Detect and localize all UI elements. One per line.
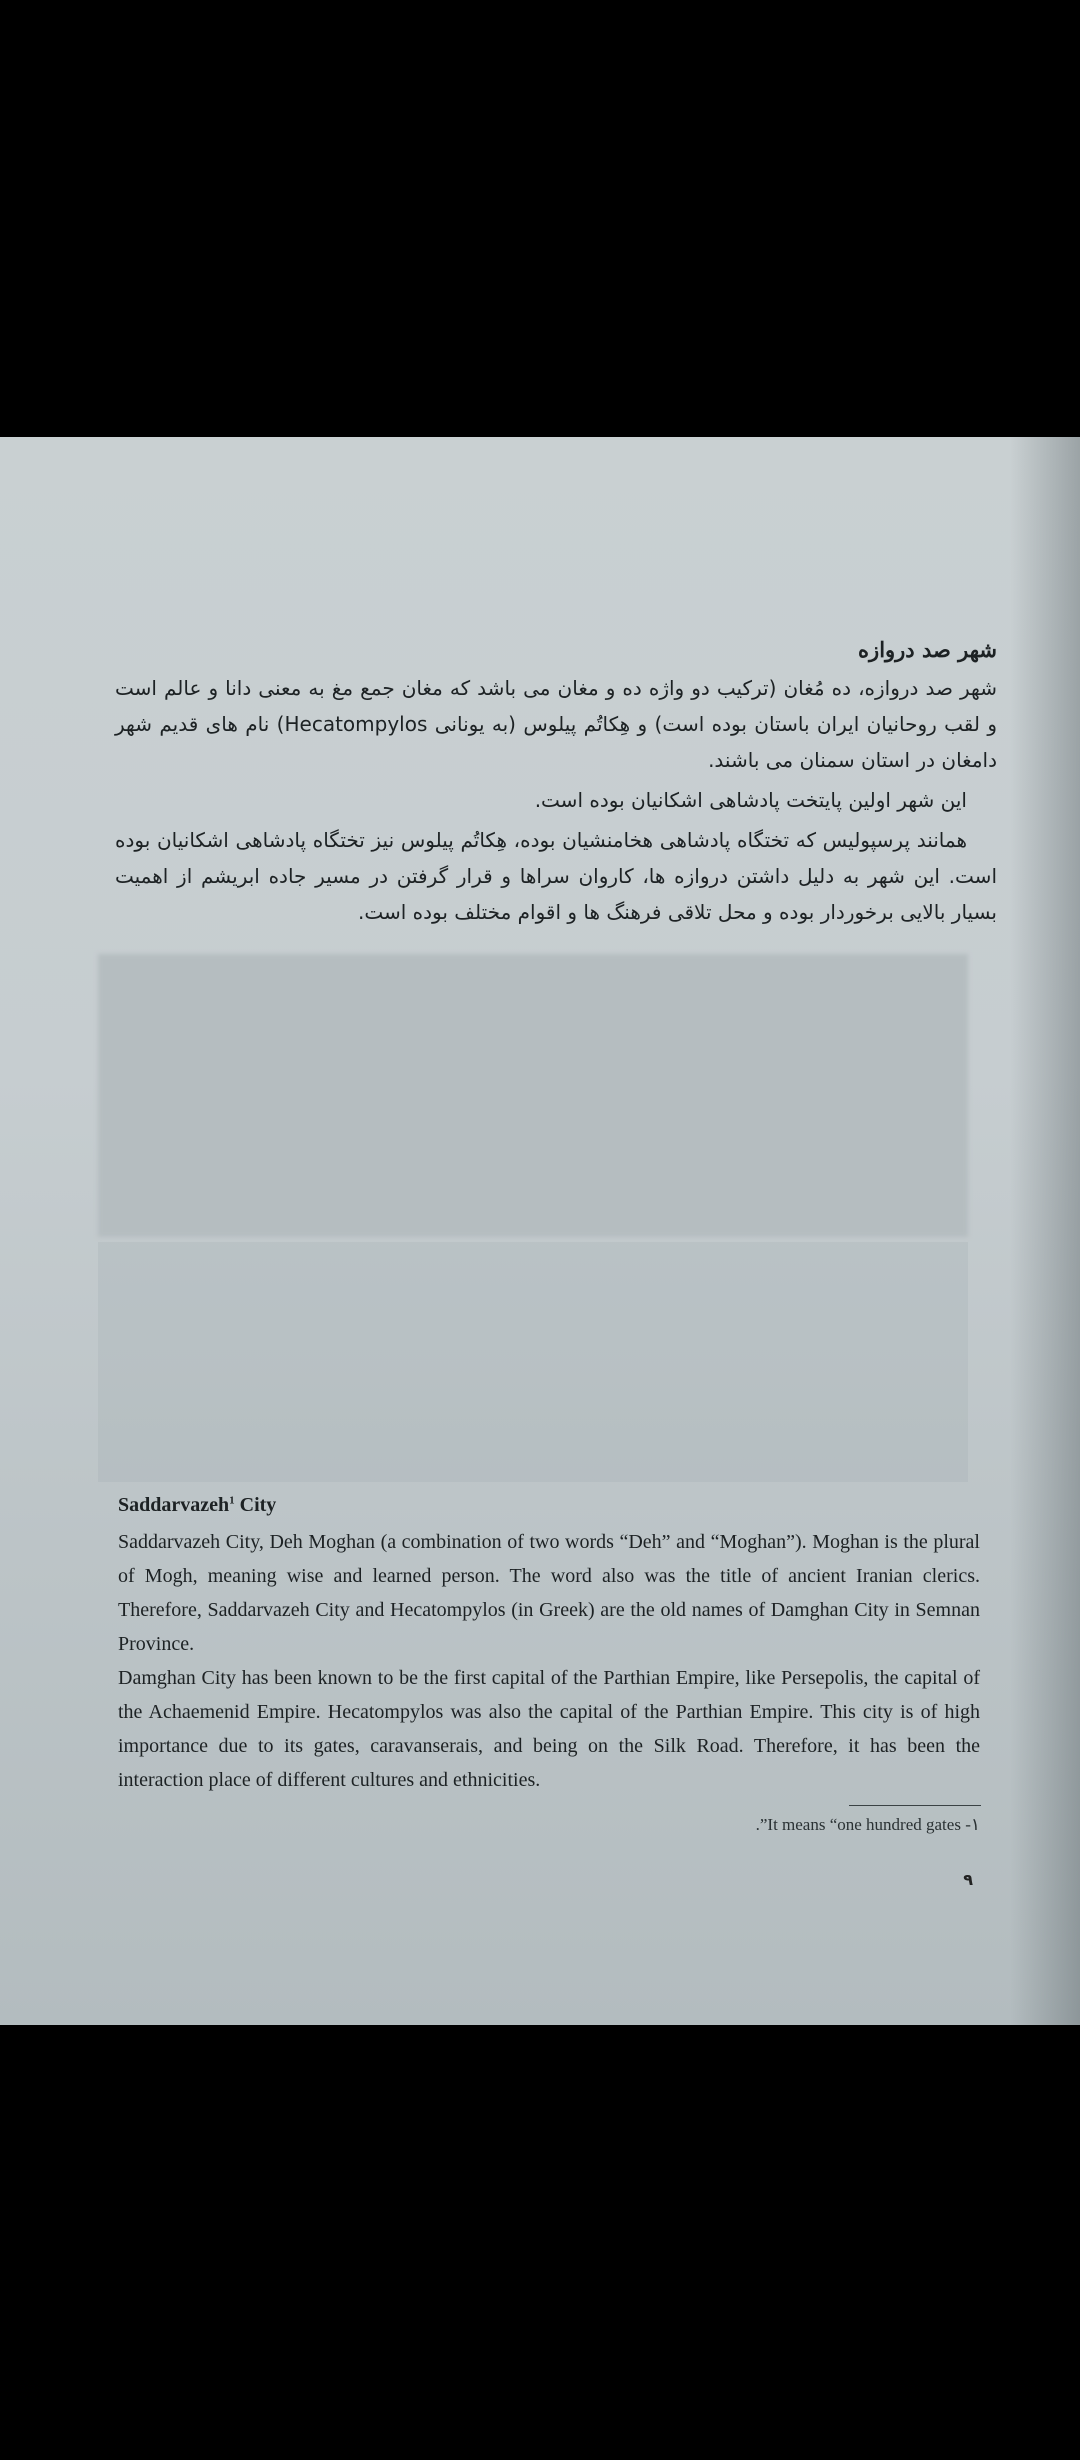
page-number: ۹: [963, 1870, 973, 1889]
english-heading-rest: City: [234, 1494, 277, 1516]
english-heading-word: Saddarvazeh: [118, 1494, 230, 1516]
faded-image-area: [98, 954, 968, 1237]
english-paragraph-2: Damghan City has been known to be the first capital of the Parthian Empire, like Persepolis, the capital of the Achaemenid Empire. Hecatompylos was also the capital of the Parthian Empire. This city is of high importance due to its gates, caravanserais, and being on the Silk Road. Therefore, it has been the interaction place of different cultures and ethnicities.: [118, 1667, 980, 1791]
book-page: [0, 437, 1080, 2025]
footnote-marker: 1: [229, 1494, 235, 1507]
persian-paragraph-2: این شهر اولین پایتخت پادشاهی اشکانیان بوده است.: [534, 788, 967, 812]
footnote-divider: [849, 1805, 981, 1806]
footnote: .”It means “one hundred gates -۱: [755, 1815, 980, 1834]
page-shadow: [1010, 437, 1080, 2025]
english-heading: [118, 1494, 980, 1517]
persian-heading: شهر صد دروازه: [858, 637, 997, 662]
persian-paragraph-3: همانند پرسپولیس که تختگاه پادشاهی هخامنشیان بوده، هِکاتُم پیلوس نیز تختگاه پادشاهی اشکانیان بوده است. این شهر به دلیل داشتن دروازه ها، کاروان سراها و قرار گرفتن در مسیر جاده ابریشم از اهمیت بسیار بالایی برخوردار بوده و محل تلاقی فرهنگ ها و اقوام مختلف بوده است.: [115, 828, 997, 924]
persian-paragraph-1: شهر صد دروازه، ده مُغان (ترکیب دو واژه ده و مغان می باشد که مغان جمع مغ به معنی دانا و عالم است و لقب روحانیان ایران باستان بوده است) و هِکاتُم پیلوس (به یونانی Hecatompylos) نام های قدیم شهر دامغان در استان سمنان می باشند.: [115, 676, 997, 772]
bleed-through-area: [98, 1242, 968, 1482]
english-paragraph-1: Saddarvazeh City, Deh Moghan (a combination of two words “Deh” and “Moghan”). Moghan is the plural of Mogh, meaning wise and learned person. The word also was the title of ancient Iranian clerics. Therefore, Saddarvazeh City and Hecatompylos (in Greek) are the old names of Damghan City in Semnan Province.: [118, 1531, 980, 1655]
